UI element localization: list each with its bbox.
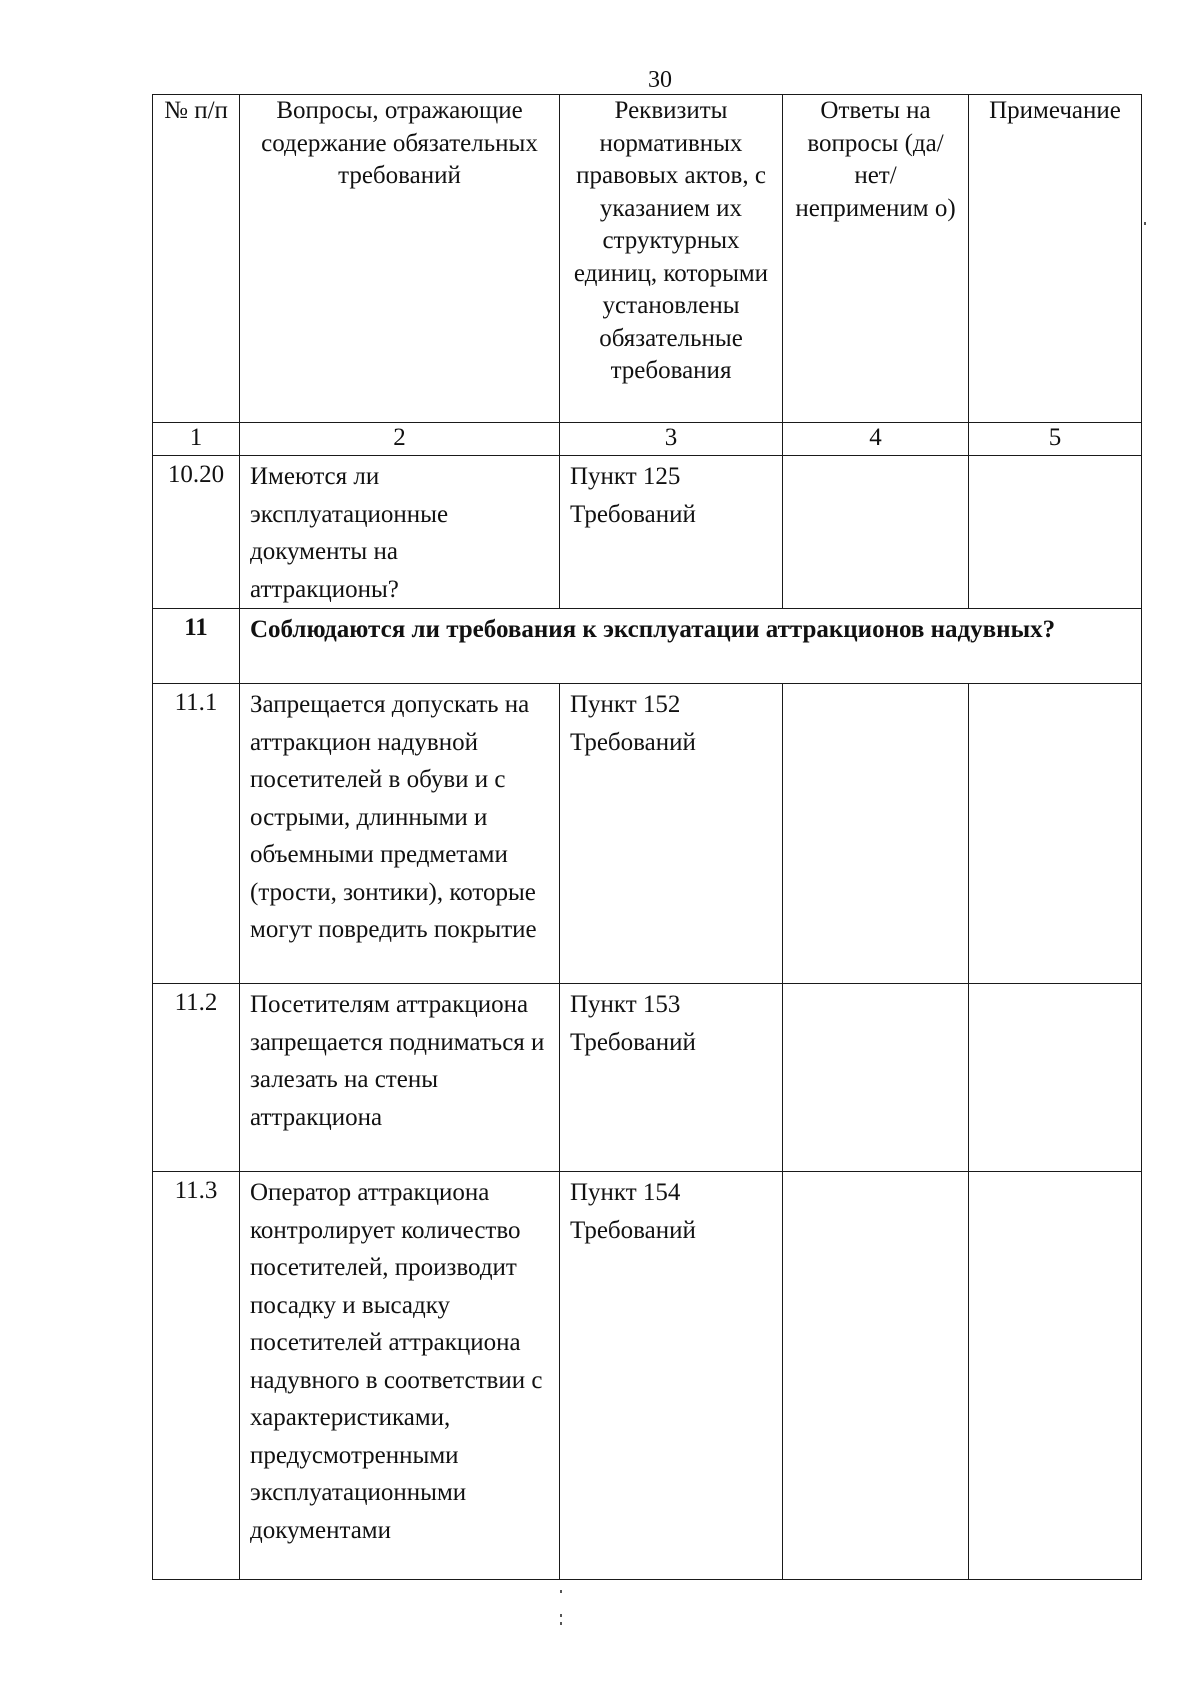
requirement-question: Запрещается допускать на аттракцион надувной посетителей в обуви и с острыми, длинными и объемными предметами (трости, зонтики), которые могут повредить покрытие	[240, 684, 560, 984]
checklist-table	[152, 94, 1142, 1580]
column-number: 1	[153, 423, 240, 456]
answer-cell[interactable]	[783, 456, 969, 609]
table-row	[153, 684, 1142, 984]
column-number: 3	[560, 423, 783, 456]
note-cell[interactable]	[969, 456, 1142, 609]
scan-speck	[1144, 222, 1146, 225]
row-number: 11.1	[153, 684, 240, 984]
header-questions: Вопросы, отражающие содержание обязательных требований	[240, 95, 560, 423]
column-number: 4	[783, 423, 969, 456]
row-number: 11.2	[153, 984, 240, 1172]
legal-reference: Пункт 154 Требований	[560, 1172, 783, 1580]
section-row	[153, 609, 1142, 684]
answer-cell[interactable]	[783, 1172, 969, 1580]
requirement-question: Оператор аттракциона контролирует количество посетителей, производит посадку и высадку посетителей аттракциона надувного в соответствии с характеристиками, предусмотренными эксплуатационными документами	[240, 1172, 560, 1580]
page-number: 30	[648, 67, 672, 93]
note-cell[interactable]	[969, 984, 1142, 1172]
column-number: 2	[240, 423, 560, 456]
column-number: 5	[969, 423, 1142, 456]
note-cell[interactable]	[969, 1172, 1142, 1580]
scan-speck	[560, 1614, 562, 1617]
table-row	[153, 1172, 1142, 1580]
legal-reference: Пункт 152 Требований	[560, 684, 783, 984]
table-row	[153, 984, 1142, 1172]
table-header-row	[153, 95, 1142, 423]
answer-cell[interactable]	[783, 684, 969, 984]
legal-reference: Пункт 153 Требований	[560, 984, 783, 1172]
header-answers: Ответы на вопросы (да/нет/ неприменим о)	[783, 95, 969, 423]
legal-reference: Пункт 125 Требований	[560, 456, 783, 609]
row-number: 11.3	[153, 1172, 240, 1580]
scan-speck	[560, 1590, 562, 1593]
header-legal-references: Реквизиты нормативных правовых актов, с указанием их структурных единиц, которыми установлены обязательные требования	[560, 95, 783, 423]
requirement-question: Имеются ли эксплуатационные документы на аттракционы?	[240, 456, 560, 609]
requirement-question: Посетителям аттракциона запрещается подниматься и залезать на стены аттракциона	[240, 984, 560, 1172]
header-number: № п/п	[153, 95, 240, 423]
section-number: 11	[153, 609, 240, 684]
column-number-row	[153, 423, 1142, 456]
answer-cell[interactable]	[783, 984, 969, 1172]
table-row	[153, 456, 1142, 609]
note-cell[interactable]	[969, 684, 1142, 984]
scan-speck	[560, 1622, 562, 1625]
row-number: 10.20	[153, 456, 240, 609]
section-title: Соблюдаются ли требования к эксплуатации аттракционов надувных?	[240, 609, 1142, 684]
header-note: Примечание	[969, 95, 1142, 423]
